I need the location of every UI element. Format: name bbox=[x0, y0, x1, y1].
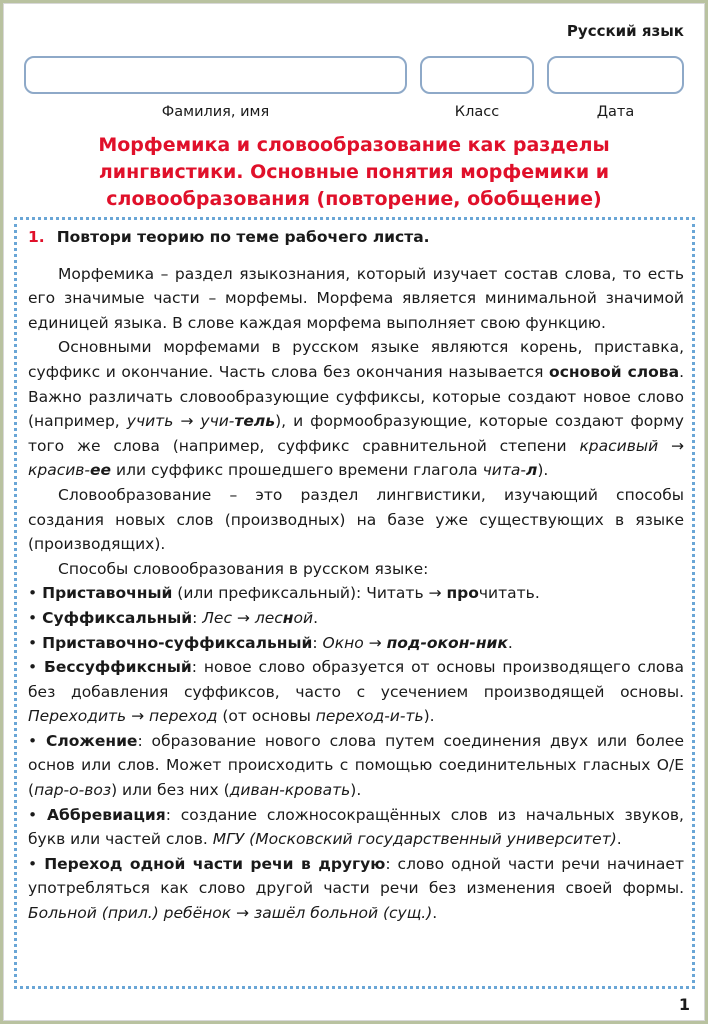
paragraph-morphemics: Морфемика – раздел языкознания, который изучает состав слова, то есть его значимые части – морфемы. Морфема является минимальной значимой единицей языка. В слове каждая морфема выполняет свою функцию. bbox=[28, 264, 684, 332]
paragraph-word-formation: Словообразование – это раздел лингвистики, изучающий способы создания новых слов (производных) на базе уже существующих в языке (производящих). bbox=[28, 485, 684, 554]
task-heading bbox=[28, 225, 684, 250]
list-item: • Приставочно-суффиксальный: Окно → под-окон-ник. bbox=[28, 633, 513, 652]
task-number: 1. bbox=[28, 228, 45, 246]
paragraph-methods-intro: Способы словообразования в русском языке: bbox=[58, 559, 429, 578]
page-title: Морфемика и словообразование как разделы лингвистики. Основные понятия морфемики и словообразования (повторение, обобщение) bbox=[98, 134, 610, 210]
paragraph-morphemes: Основными морфемами в русском языке являются корень, приставка, суффикс и окончание. Часть слова без окончания называется основой слова. Важно различать словообразующие суффиксы, которые создают новое слово (например, учить → учи-тель), и формообразующие, которые создают форму того же слова (например, суффикс сравнительной степени красивый → красив-ее или суффикс прошедшего времени глагола чита-л). bbox=[28, 338, 685, 480]
date-field[interactable] bbox=[547, 56, 684, 94]
list-item: • Приставочный (или префиксальный): Читать → прочитать. bbox=[28, 584, 540, 603]
list-item: • Суффиксальный: Лес → лесной. bbox=[28, 608, 319, 627]
name-field[interactable] bbox=[24, 56, 407, 94]
task-text: Повтори теорию по теме рабочего листа. bbox=[56, 228, 430, 246]
list-item: • Переход одной части речи в другую: слово одной части речи начинает употребляться как слово другой части речи без изменения своей формы. Больной (прил.) ребёнок → зашёл больной (сущ.). bbox=[28, 854, 684, 923]
list-item: • Сложение: образование нового слова путем соединения двух или более основ или слов. Может происходить с помощью соединительных гласных О/Е (пар-о-воз) или без них (диван-кровать). bbox=[28, 731, 684, 800]
class-field[interactable] bbox=[420, 56, 534, 94]
page-number: 1 bbox=[678, 995, 690, 1014]
date-label: Дата bbox=[596, 104, 635, 120]
theory-content bbox=[28, 225, 684, 926]
list-item: • Бессуффиксный: новое слово образуется от основы производящего слова без добавления суффиксов, часто с усечением производящей основы. Переходить → переход (от основы переход-и-ть). bbox=[28, 658, 684, 726]
class-label: Класс bbox=[454, 104, 500, 120]
name-label: Фамилия, имя bbox=[161, 104, 270, 120]
subject-label: Русский язык bbox=[566, 22, 684, 40]
list-item: • Аббревиация: создание сложносокращённых слов из начальных звуков, букв или частей слов. МГУ (Московский государственный университет). bbox=[28, 805, 684, 849]
